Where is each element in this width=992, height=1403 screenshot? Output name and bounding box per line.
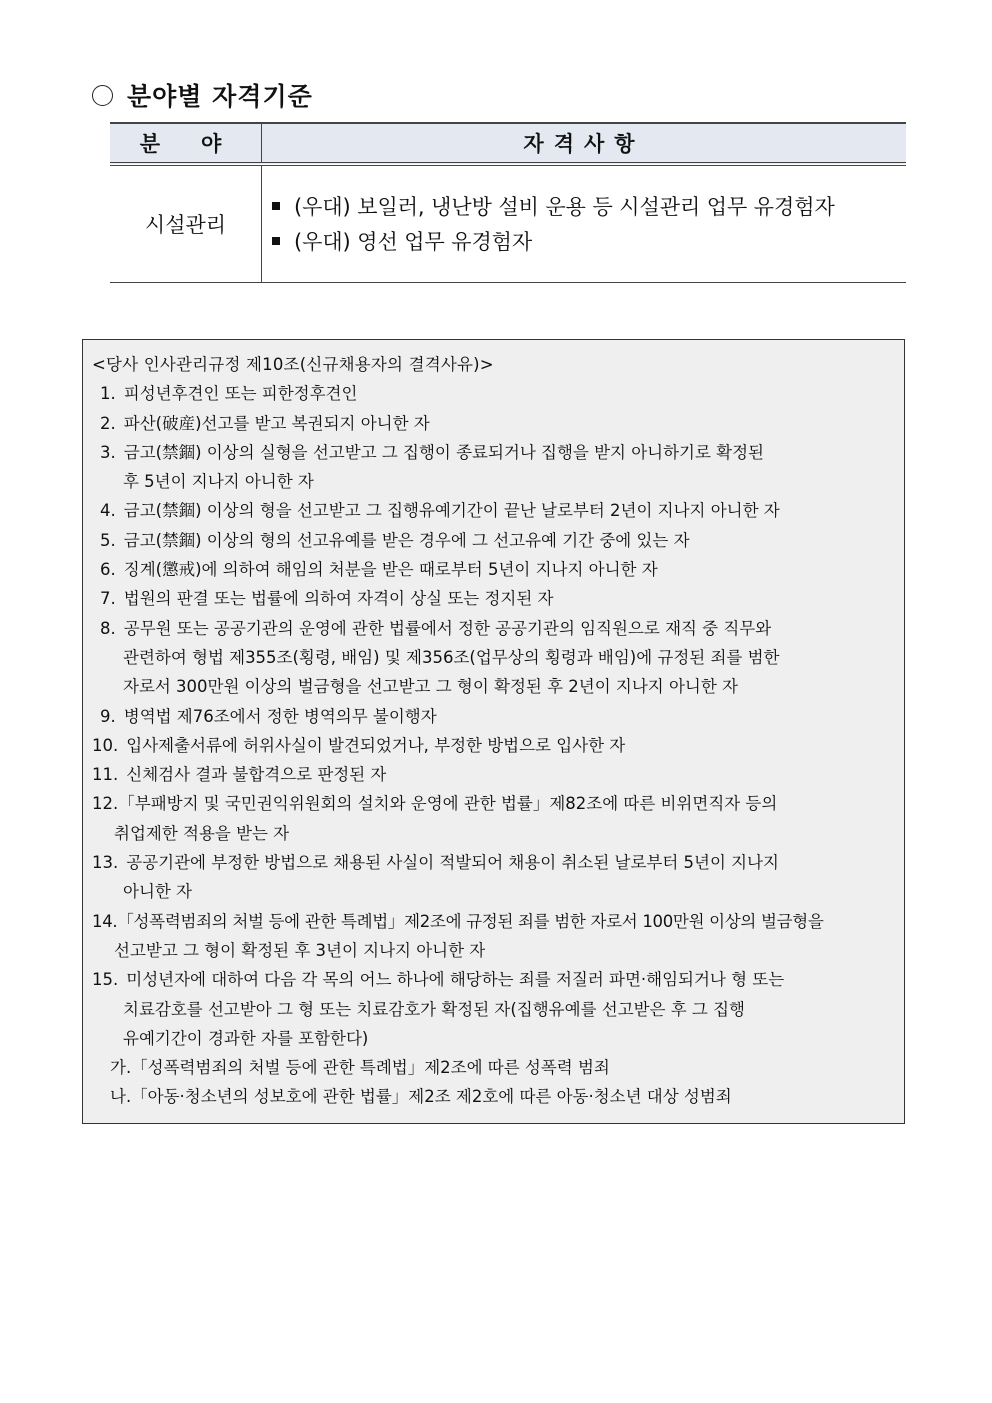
item-number: 8. [100, 618, 116, 638]
item-number: 5. [100, 530, 116, 550]
regulation-item [92, 731, 900, 760]
item-text-continued: 선고받고 그 형이 확정된 후 3년이 지나지 아니한 자 [114, 940, 486, 960]
item-text-continued: 후 5년이 지나지 아니한 자 [123, 472, 314, 492]
regulation-item [92, 379, 900, 408]
item-number: 3. [100, 442, 116, 462]
regulation-item [92, 526, 900, 555]
item-text: 금고(禁錮) 이상의 형의 선고유예를 받은 경우에 그 선고유예 기간 중에 있는 자 [123, 530, 690, 550]
item-text: 피성년후견인 또는 피한정후견인 [123, 384, 358, 404]
qualification-table [110, 122, 906, 283]
item-text-continued: 유예기간이 경과한 자를 포함한다) [123, 1028, 369, 1048]
regulation-sub-list [92, 1053, 900, 1112]
item-text: 공공기관에 부정한 방법으로 채용된 사실이 적발되어 채용이 취소된 날로부터 5년이 지나지 [126, 853, 779, 873]
square-bullet-icon [272, 237, 280, 245]
regulation-item [92, 760, 900, 789]
regulation-sub-item: 나.「아동·청소년의 성보호에 관한 법률」제2조 제2호에 따른 아동·청소년 대상 성범죄 [110, 1087, 732, 1107]
field-cell: 시설관리 [110, 164, 262, 282]
item-text: 입사제출서류에 허위사실이 발견되었거나, 부정한 방법으로 입사한 자 [126, 735, 626, 755]
regulation-item [92, 848, 900, 907]
regulation-item [92, 965, 900, 1053]
item-number: 11. [92, 765, 119, 785]
circle-bullet-icon [92, 85, 113, 106]
regulation-item [92, 409, 900, 438]
requirements-cell [262, 164, 907, 282]
item-text: 「부패방지 및 국민권익위원회의 설치와 운영에 관한 법률」제82조에 따른 비위면직자 등의 [118, 794, 778, 814]
item-text: 법원의 판결 또는 법률에 의하여 자격이 상실 또는 정지된 자 [123, 589, 554, 609]
item-text-continued: 취업제한 적용을 받는 자 [114, 823, 290, 843]
table-row [110, 164, 906, 282]
regulation-title: <당사 인사관리규정 제10조(신규채용자의 결격사유)> [92, 355, 494, 374]
section-heading [92, 78, 313, 112]
item-text: 공무원 또는 공공기관의 운영에 관한 법률에서 정한 공공기관의 임직원으로 재직 중 직무와 [123, 618, 772, 638]
item-text-continued: 아니한 자 [123, 882, 193, 902]
item-text: 금고(禁錮) 이상의 형을 선고받고 그 집행유예기간이 끝난 날로부터 2년이 지나지 아니한 자 [123, 501, 780, 521]
item-number: 9. [100, 706, 116, 726]
regulation-item [92, 496, 900, 525]
header-requirements: 자격사항 [523, 132, 645, 156]
regulation-list [92, 379, 900, 1053]
regulation-item [92, 614, 900, 702]
item-number: 14. [92, 911, 118, 931]
regulation-item [92, 702, 900, 731]
header-field: 분 야 [110, 123, 262, 164]
item-text: 징계(懲戒)에 의하여 해임의 처분을 받은 때로부터 5년이 지나지 아니한 자 [123, 560, 658, 580]
regulation-item [92, 584, 900, 613]
regulation-item [92, 789, 900, 848]
requirement-text: (우대) 영선 업무 유경험자 [294, 230, 533, 255]
regulation-item [92, 438, 900, 497]
table-header-row [110, 123, 906, 164]
item-text-continued: 자로서 300만원 이상의 벌금형을 선고받고 그 형이 확정된 후 2년이 지나지 아니한 자 [123, 677, 738, 697]
regulation-sub-item: 가.「성폭력범죄의 처벌 등에 관한 특례법」제2조에 따른 성폭력 범죄 [110, 1058, 610, 1078]
requirement-text: (우대) 보일러, 냉난방 설비 운용 등 시설관리 업무 유경험자 [294, 195, 835, 220]
item-text: 파산(破産)선고를 받고 복권되지 아니한 자 [123, 413, 430, 433]
section-title: 분야별 자격기준 [127, 82, 313, 111]
item-number: 7. [100, 589, 116, 609]
item-text: 「성폭력범죄의 처벌 등에 관한 특례법」제2조에 규정된 죄를 범한 자로서 100만원 이상의 벌금형을 [117, 911, 824, 931]
regulation-item [92, 555, 900, 584]
regulation-box [82, 339, 905, 1124]
item-text: 병역법 제76조에서 정한 병역의무 불이행자 [123, 706, 437, 726]
regulation-content [92, 350, 900, 1112]
item-text: 금고(禁錮) 이상의 실형을 선고받고 그 집행이 종료되거나 집행을 받지 아니하기로 확정된 [123, 442, 764, 462]
requirement-item [270, 224, 905, 259]
square-bullet-icon [272, 202, 280, 210]
item-text: 미성년자에 대하여 다음 각 목의 어느 하나에 해당하는 죄를 저질러 파면·해임되거나 형 또는 [126, 970, 785, 990]
requirement-item [270, 189, 905, 224]
item-number: 12. [92, 794, 119, 814]
item-number: 13. [92, 853, 119, 873]
regulation-item [92, 907, 900, 966]
item-number: 4. [100, 501, 116, 521]
item-number: 1. [100, 384, 116, 404]
item-number: 15. [92, 970, 119, 990]
item-number: 10. [92, 735, 119, 755]
item-text-continued: 관련하여 형법 제355조(횡령, 배임) 및 제356조(업무상의 횡령과 배임)에 규정된 죄를 범한 [123, 647, 780, 667]
item-text-continued: 치료감호를 선고받아 그 형 또는 치료감호가 확정된 자(집행유예를 선고받은 후 그 집행 [123, 999, 745, 1019]
item-number: 2. [100, 413, 116, 433]
item-number: 6. [100, 560, 116, 580]
item-text: 신체검사 결과 불합격으로 판정된 자 [126, 765, 387, 785]
